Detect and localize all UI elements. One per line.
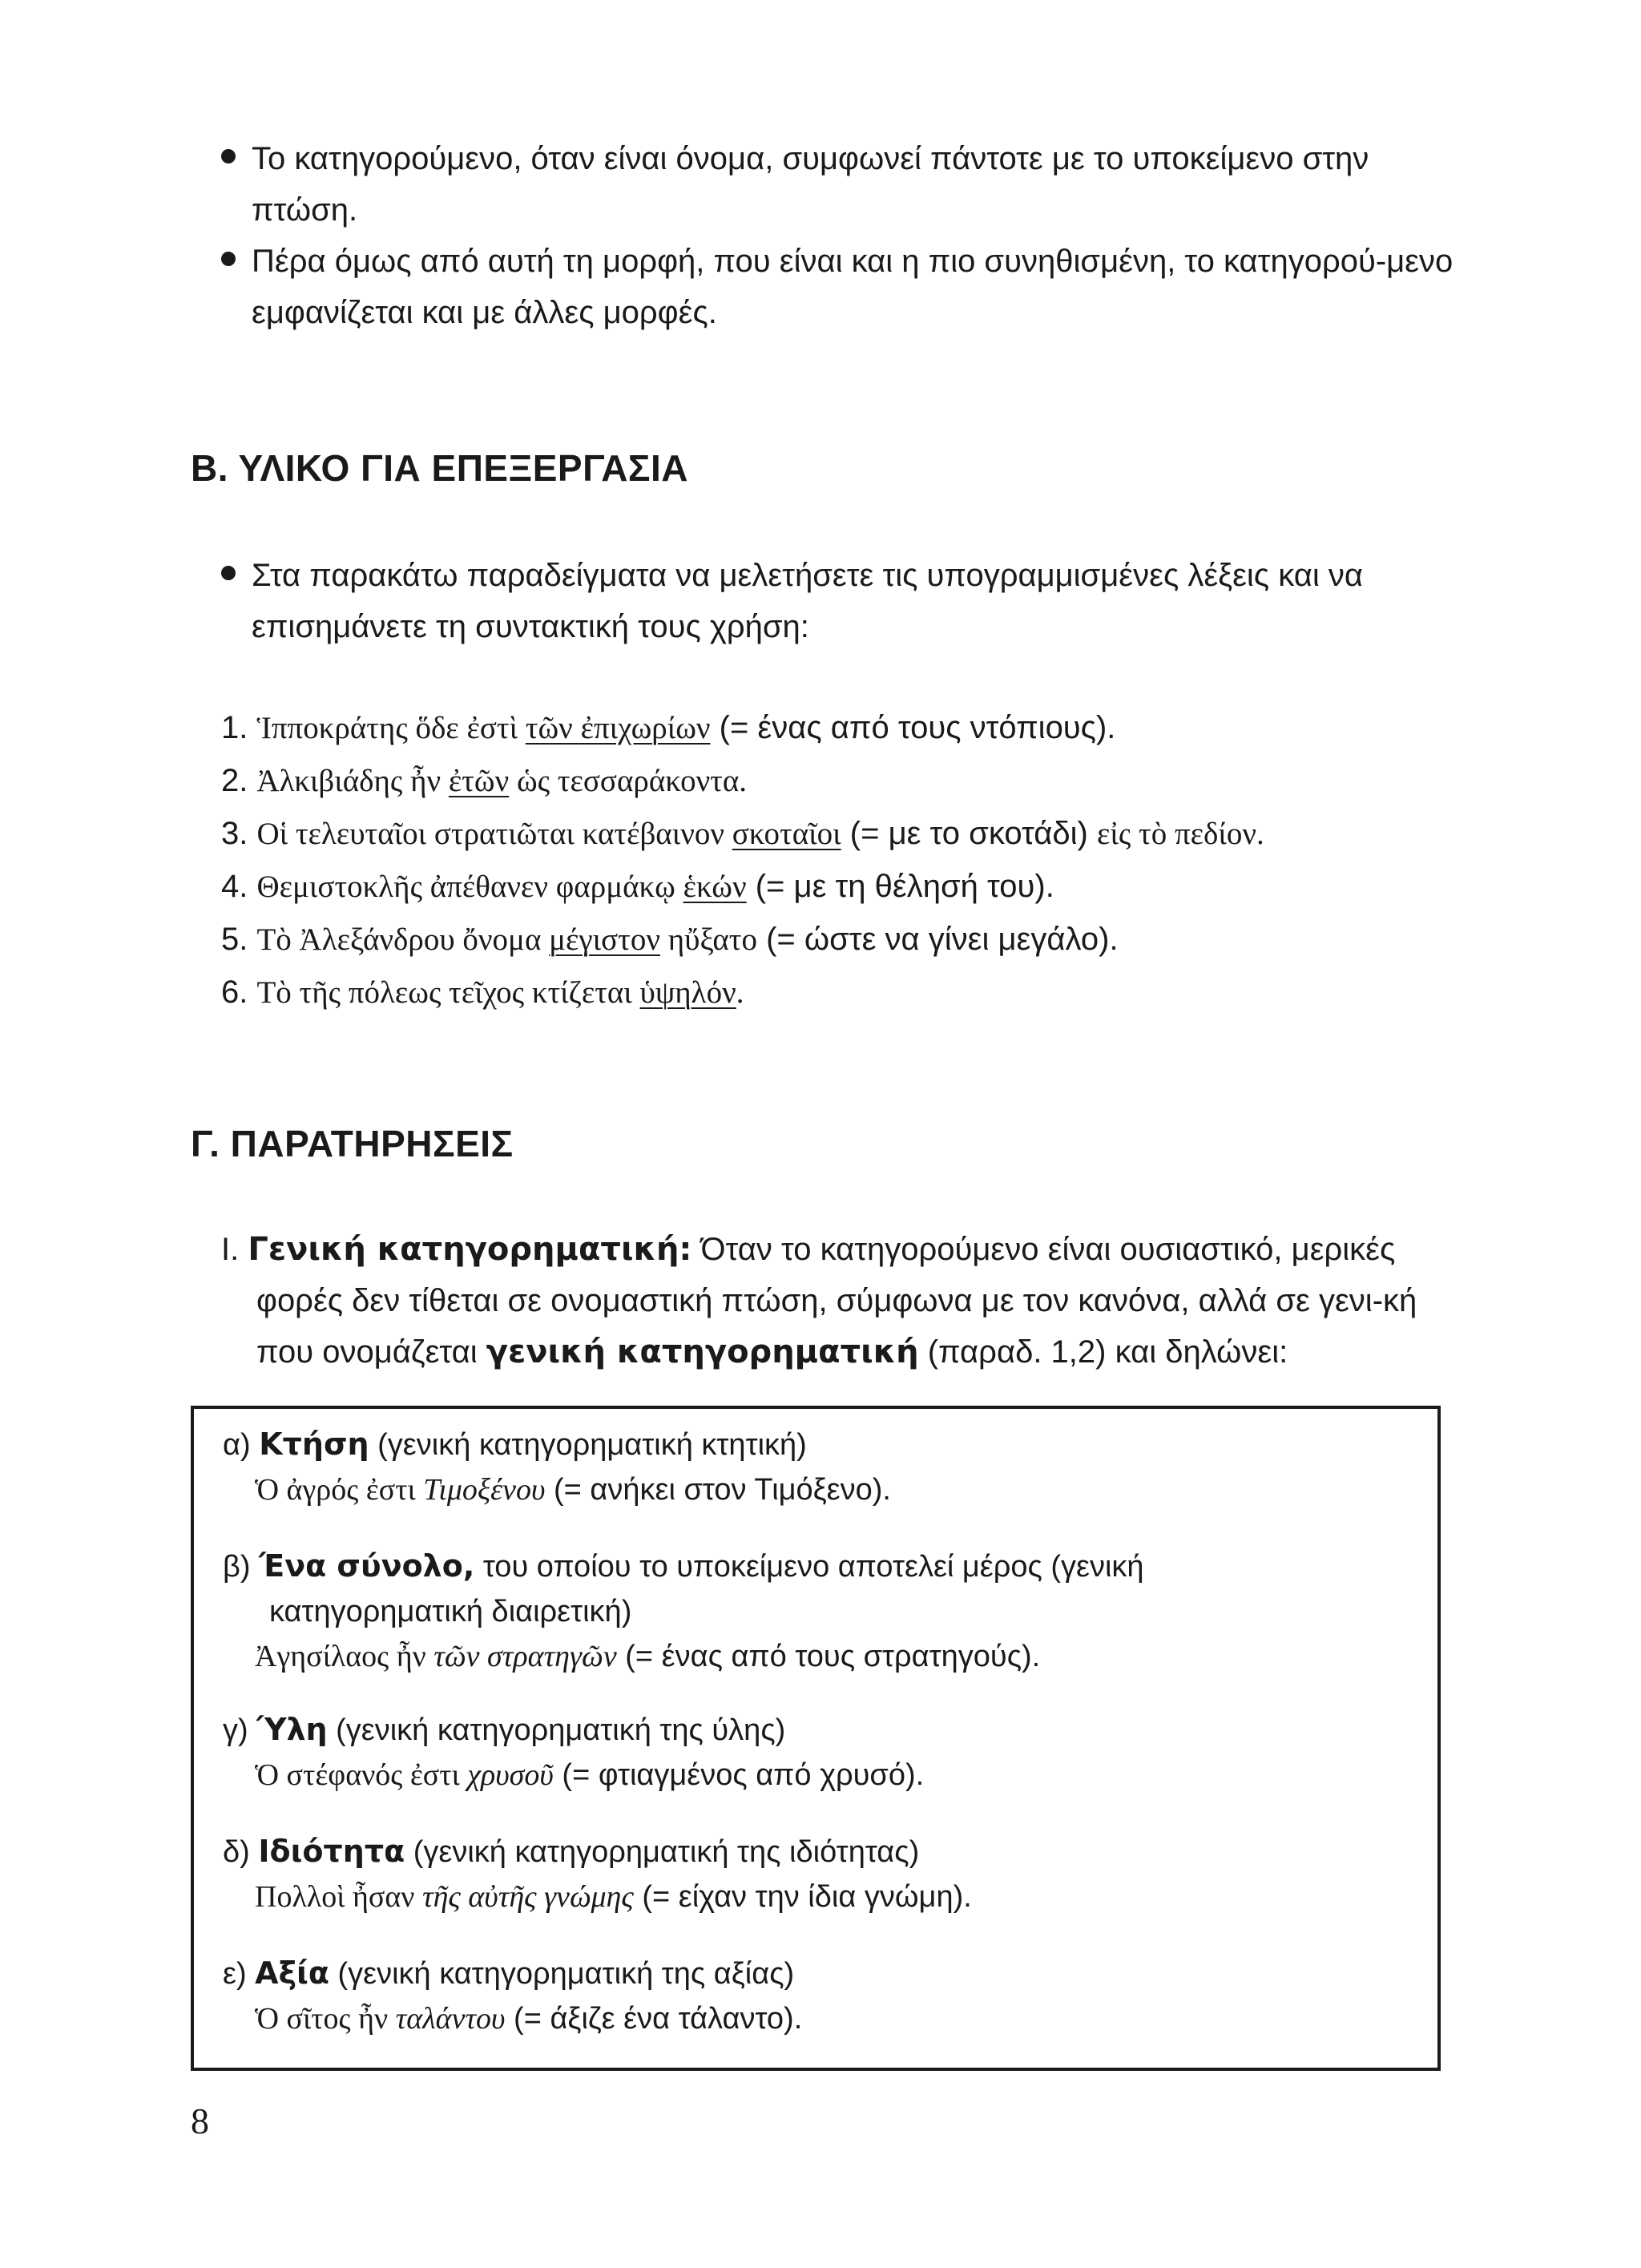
box-item-a: α) Κτήση (γενική κατηγορηματική κτητική) Ὁ ἀγρός ἐστι Τιμοξένου (= ανήκει στον Τιμόξενο). (223, 1427, 891, 1507)
intro-bullet-2: Πέρα όμως από αυτή τη μορφή, που είναι και η πιο συνηθισμένη, το κατηγορού-μενο εμφανίζεται και με άλλες μορφές. (221, 236, 1455, 338)
bullet-dot-icon (221, 566, 236, 580)
example-4: 4. Θεμιστοκλῆς ἀπέθανεν φαρμάκῳ ἑκών (= με τη θέλησή του). (221, 869, 1054, 904)
example-1: 1. Ἱπποκράτης ὅδε ἐστὶ τῶν ἐπιχωρίων (= ένας από τους ντόπιους). (221, 710, 1116, 745)
example-3: 3. Οἱ τελευταῖοι στρατιῶται κατέβαινον σκοταῖοι (= με το σκοτάδι) εἰς τὸ πεδίον. (221, 816, 1264, 851)
box-item-c: γ) Ύλη (γενική κατηγορηματική της ύλης) Ὁ στέφανός ἐστι χρυσοῦ (= φτιαγμένος από χρυσό). (223, 1712, 925, 1792)
section-b-title: Β. ΥΛΙΚΟ ΓΙΑ ΕΠΕΞΕΡΓΑΣΙΑ (191, 447, 689, 489)
intro-bullet-1: Το κατηγορούμενο, όταν είναι όνομα, συμφωνεί πάντοτε με το υποκείμενο στην πτώση. (221, 133, 1455, 236)
bullet-dot-icon (221, 149, 236, 163)
example-5: 5. Τὸ Ἀλεξάνδρου ὄνομα μέγιστον ηὔξατο (= ώστε να γίνει μεγάλο). (221, 922, 1119, 957)
example-2: 2. Ἀλκιβιάδης ἦν ἐτῶν ὡς τεσσαράκοντα. (221, 763, 748, 798)
section-c-title: Γ. ΠΑΡΑΤΗΡΗΣΕΙΣ (191, 1123, 514, 1164)
box-item-b: β) Ένα σύνολο, του οποίου το υποκείμενο αποτελεί μέρος (γενική κατηγορηματική διαιρετική) Ἀγησίλαος ἦν τῶν στρατηγῶν (= ένας από τους στρατηγούς). (223, 1548, 1144, 1673)
box-item-d: δ) Ιδιότητα (γενική κατηγορηματική της ιδιότητας) Πολλοὶ ἦσαν τῆς αὐτῆς γνώμης (= είχαν την ίδια γνώμη). (223, 1834, 972, 1914)
observation-1: Ι. Γενική κατηγορηματική: Όταν το κατηγορούμενο είναι ουσιαστικό, μερικές φορές δεν τίθεται σε ονομαστική πτώση, σύμφωνα με τον κανόνα, αλλά σε γενι-κή που ονομάζεται γενική κατηγορηματική (παραδ. 1,2) και δηλώνει: (221, 1231, 1417, 1370)
page-number: 8 (191, 2101, 209, 2141)
bullet-dot-icon (221, 252, 236, 266)
example-6: 6. Τὸ τῆς πόλεως τεῖχος κτίζεται ὑψηλόν. (221, 975, 744, 1010)
section-b-instruction: Στα παρακάτω παραδείγματα να μελετήσετε τις υπογραμμισμένες λέξεις και να επισημάνετε τη συντακτική τους χρήση: (221, 550, 1455, 652)
box-item-e: ε) Αξία (γενική κατηγορηματική της αξίας) Ὁ σῖτος ἦν ταλάντου (= άξιζε ένα τάλαντο). (223, 1955, 803, 2036)
